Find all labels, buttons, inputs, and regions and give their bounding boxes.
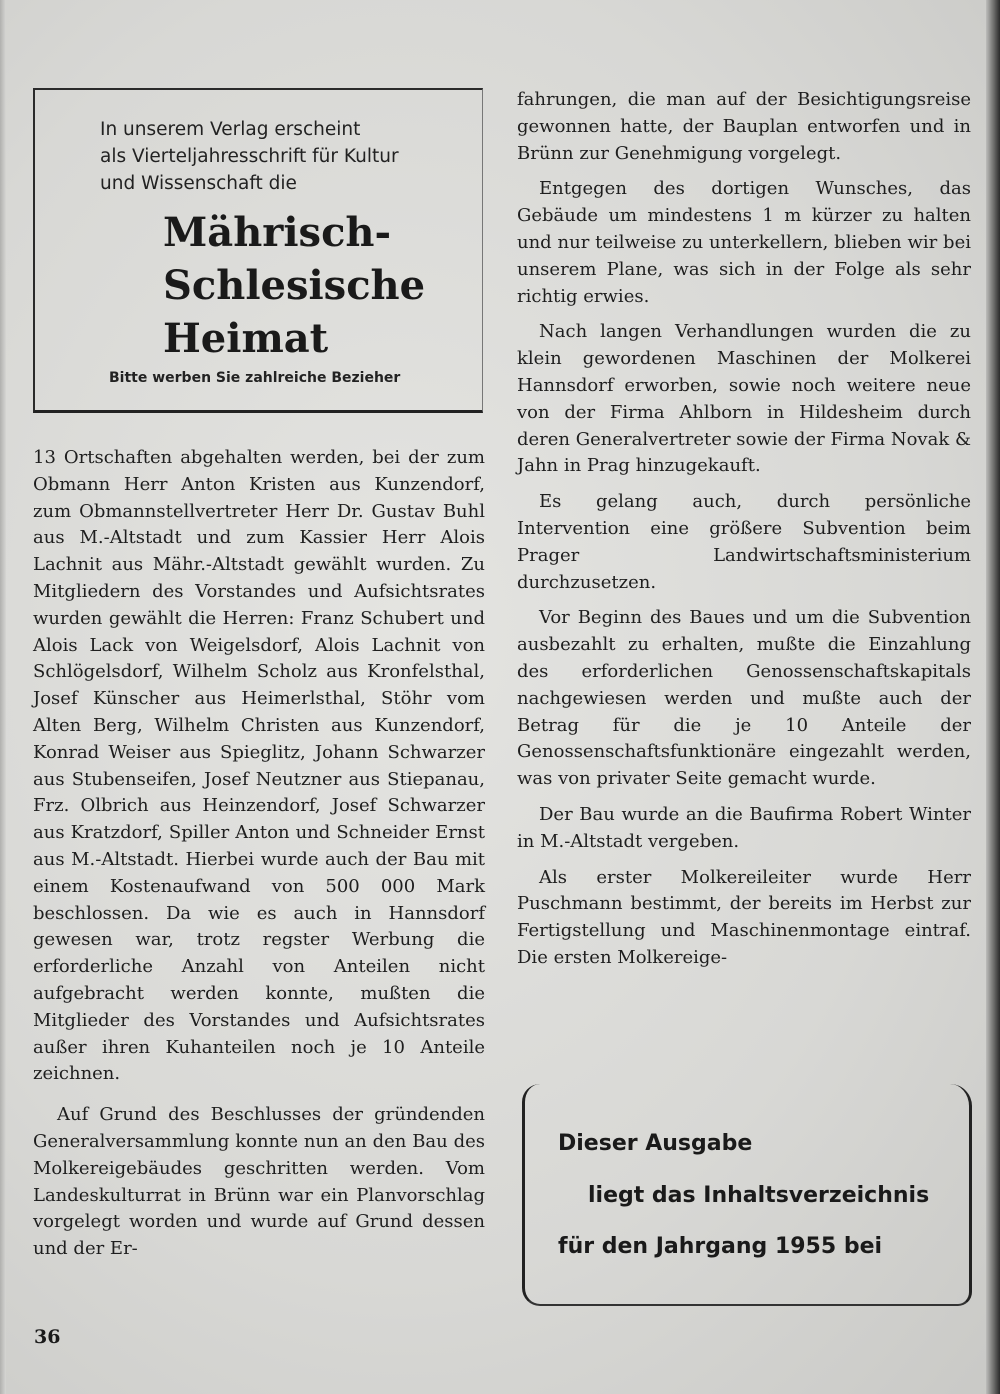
magazine-title xyxy=(163,206,483,365)
page-number: 36 xyxy=(34,1326,61,1348)
advertisement-box xyxy=(33,88,483,413)
title-line: Heimat xyxy=(163,315,329,362)
paragraph: fahrungen, die man auf der Besichtigungsreise gewonnen hatte, der Bauplan entworfen und in Brünn zur Genehmigung vorgelegt. xyxy=(517,89,971,164)
paragraph: 13 Ortschaften abgehalten werden, bei der zum Obmann Herr Anton Kristen aus Kunzendorf, zum Obmannstellvertreter Herr Dr. Gustav Buhl aus M.-Altstadt und zum Kassier Herr Alois Lachnit aus Mähr.-Altstadt gewählt wurden. Zu Mitgliedern des Vorstandes und Aufsichtsrates wurden gewählt die Herren: Franz Schubert und Alois Lack von Weigelsdorf, Alois Lachnit von Schlögelsdorf, Wilhelm Scholz aus Kronfelsthal, Josef Künscher aus Heimerlsthal, Stöhr vom Alten Berg, Wilhelm Christen aus Kunzendorf, Konrad Weiser aus Spieglitz, Johann Schwarzer aus Stubenseifen, Josef Neutzner aus Stiepanau, Frz. Olbrich aus Heinzendorf, Josef Schwarzer aus Kratzdorf, Spiller Anton und Schneider Ernst aus M.-Altstadt. Hierbei wurde auch der Bau mit einem Kostenaufwand von 500 000 Mark beschlossen. Da wie es auch in Hannsdorf gewesen war, trotz regster Werbung die erforderliche Anzahl von Anteilen nicht aufgebracht werden konnte, mußten die Mitglieder des Vorstandes und Aufsichtsrates außer ihren Kuhanteilen noch je 10 Anteile zeichnen. xyxy=(33,447,485,1085)
paragraph: Vor Beginn des Baues und um die Subvention ausbezahlt zu erhalten, mußte die Einzahlung des erforderlichen Genossenschaftskapitals nachgewiesen werden und mußte auch der Betrag für die je 10 Anteile der Genossenschaftsfunktionäre eingezahlt werden, was von privater Seite gemacht wurde. xyxy=(517,607,971,790)
advertisement-note: Bitte werben Sie zahlreiche Bezieher xyxy=(109,370,401,386)
left-column xyxy=(33,445,485,1263)
intro-line: In unserem Verlag erscheint xyxy=(100,119,361,140)
paragraph: Nach langen Verhandlungen wurden die zu klein gewordenen Maschinen der Molkerei Hannsdorf erworben, sowie noch weitere neue von der Firma Ahlborn in Hildesheim durch deren Generalvertreter sowie der Firma Novak & Jahn in Prag hinzugekauft. xyxy=(517,321,971,477)
title-line: Schlesische xyxy=(163,262,426,309)
intro-line: als Vierteljahresschrift für Kultur xyxy=(100,146,399,167)
right-column xyxy=(517,87,971,972)
notice-line: für den Jahrgang 1955 bei xyxy=(558,1234,883,1259)
paragraph: Es gelang auch, durch persönliche Intervention eine größere Subvention beim Prager Landwirtschaftsministerium durchzusetzen. xyxy=(517,491,971,593)
page-left-edge xyxy=(0,0,6,1394)
paragraph: Auf Grund des Beschlusses der gründenden Generalversammlung konnte nun an den Bau des Molkereigebäudes geschritten werden. Vom Landeskulturrat in Brünn war ein Planvorschlag vorgelegt worden und wurde auf Grund dessen und der Er- xyxy=(33,1104,485,1260)
notice-line: Dieser Ausgabe xyxy=(558,1131,753,1156)
paragraph: Entgegen des dortigen Wunsches, das Gebäude um mindestens 1 m kürzer zu halten und nur teilweise zu unterkellern, blieben wir bei unserem Plane, was sich in der Folge als sehr richtig erwies. xyxy=(517,178,971,307)
notice-box xyxy=(522,1084,972,1306)
intro-line: und Wissenschaft die xyxy=(100,173,297,194)
notice-line: liegt das Inhaltsverzeichnis xyxy=(588,1183,930,1208)
paragraph: Als erster Molkereileiter wurde Herr Puschmann bestimmt, der bereits im Herbst zur Fertigstellung und Maschinenmontage eintraf. Die ersten Molkereige- xyxy=(517,866,971,968)
page-right-edge xyxy=(986,0,1000,1394)
paragraph: Der Bau wurde an die Baufirma Robert Winter in M.-Altstadt vergeben. xyxy=(517,803,971,852)
advertisement-intro xyxy=(100,116,460,197)
title-line: Mährisch- xyxy=(163,209,392,256)
